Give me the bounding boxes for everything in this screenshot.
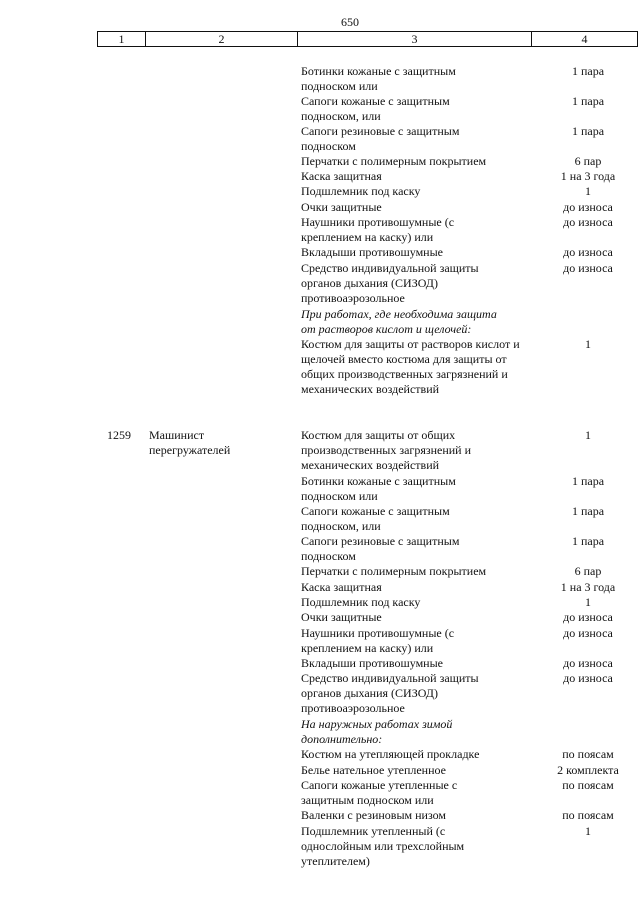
item-name: Перчатки с полимерным покрытием (301, 564, 487, 578)
item-quantity: по поясам (562, 808, 614, 822)
item-name: Сапоги резиновые с защитным подноском (301, 534, 460, 564)
item-name: Наушники противошумные (с креплением на каску) или (301, 626, 455, 656)
item-name: Сапоги резиновые с защитным подноском (301, 124, 460, 154)
item-quantity: до износа (563, 610, 613, 624)
entry-profession: Машинист перегружателей (149, 428, 231, 458)
item-quantity: 1 пара (571, 94, 605, 108)
item-name: Валенки с резиновым низом (301, 808, 447, 822)
item-quantity: до износа (563, 626, 613, 640)
item-quantity: 1 на 3 года (560, 169, 616, 183)
item-name: Костюм для защиты от растворов кислот и щелочей вместо костюма для защиты от общих производственных загрязнений и механических воздействий (301, 337, 520, 397)
item-name: Белье нательное утепленное (301, 763, 446, 777)
item-name: Средство индивидуальной защиты органов дыхания (СИЗОД) противоаэрозольное (301, 261, 479, 306)
column-header-4: 4 (581, 32, 588, 46)
item-name: Костюм на утепляющей прокладке (301, 747, 480, 761)
item-quantity: до износа (563, 215, 613, 229)
item-quantity: по поясам (562, 747, 614, 761)
item-name: Сапоги кожаные с защитным подноском, или (301, 504, 450, 534)
column-header-1: 1 (98, 32, 146, 46)
entry-number: 1259 (107, 428, 131, 442)
item-quantity: 1 (585, 184, 591, 198)
column-header-row (97, 31, 638, 47)
item-quantity: до износа (563, 671, 613, 685)
item-name: Очки защитные (301, 610, 382, 624)
item-name: Перчатки с полимерным покрытием (301, 154, 487, 168)
item-name: Вкладыши противошумные (301, 656, 443, 670)
item-quantity: по поясам (562, 778, 614, 792)
item-quantity: 1 (585, 595, 591, 609)
item-name: Наушники противошумные (с креплением на каску) или (301, 215, 455, 245)
item-quantity: до износа (563, 245, 613, 259)
item-name: Каска защитная (301, 580, 382, 594)
item-quantity: 1 (585, 428, 591, 442)
item-quantity: до износа (563, 261, 613, 275)
item-quantity: 1 на 3 года (560, 580, 616, 594)
item-quantity: 1 пара (571, 534, 605, 548)
item-quantity: до износа (563, 656, 613, 670)
item-name: Сапоги кожаные с защитным подноском, или (301, 94, 450, 124)
item-name: Каска защитная (301, 169, 382, 183)
page-number: 650 (341, 15, 359, 29)
column-header-2: 2 (146, 32, 298, 46)
item-subheading: При работах, где необходима защита от растворов кислот и щелочей: (301, 307, 497, 337)
item-name: Средство индивидуальной защиты органов дыхания (СИЗОД) противоаэрозольное (301, 671, 479, 716)
item-quantity: 1 пара (571, 504, 605, 518)
item-name: Подшлемник под каску (301, 184, 421, 198)
item-subheading: На наружных работах зимой дополнительно: (301, 717, 453, 747)
item-name: Вкладыши противошумные (301, 245, 443, 259)
item-name: Очки защитные (301, 200, 382, 214)
item-name: Ботинки кожаные с защитным подноском или (301, 474, 456, 504)
item-quantity: 1 (585, 824, 591, 838)
item-name: Сапоги кожаные утепленные с защитным подноском или (301, 778, 458, 808)
column-header-3: 3 (298, 32, 532, 46)
item-quantity: до износа (563, 200, 613, 214)
item-quantity: 6 пар (574, 564, 602, 578)
item-name: Подшлемник под каску (301, 595, 421, 609)
item-name: Подшлемник утепленный (с однослойным или трехслойным утеплителем) (301, 824, 465, 869)
item-name: Ботинки кожаные с защитным подноском или (301, 64, 456, 94)
item-quantity: 1 пара (571, 474, 605, 488)
item-quantity: 2 комплекта (557, 763, 619, 777)
item-name: Костюм для защиты от общих производственных загрязнений и механических воздействий (301, 428, 472, 473)
item-quantity: 6 пар (574, 154, 602, 168)
item-quantity: 1 (585, 337, 591, 351)
item-quantity: 1 пара (571, 124, 605, 138)
item-quantity: 1 пара (571, 64, 605, 78)
